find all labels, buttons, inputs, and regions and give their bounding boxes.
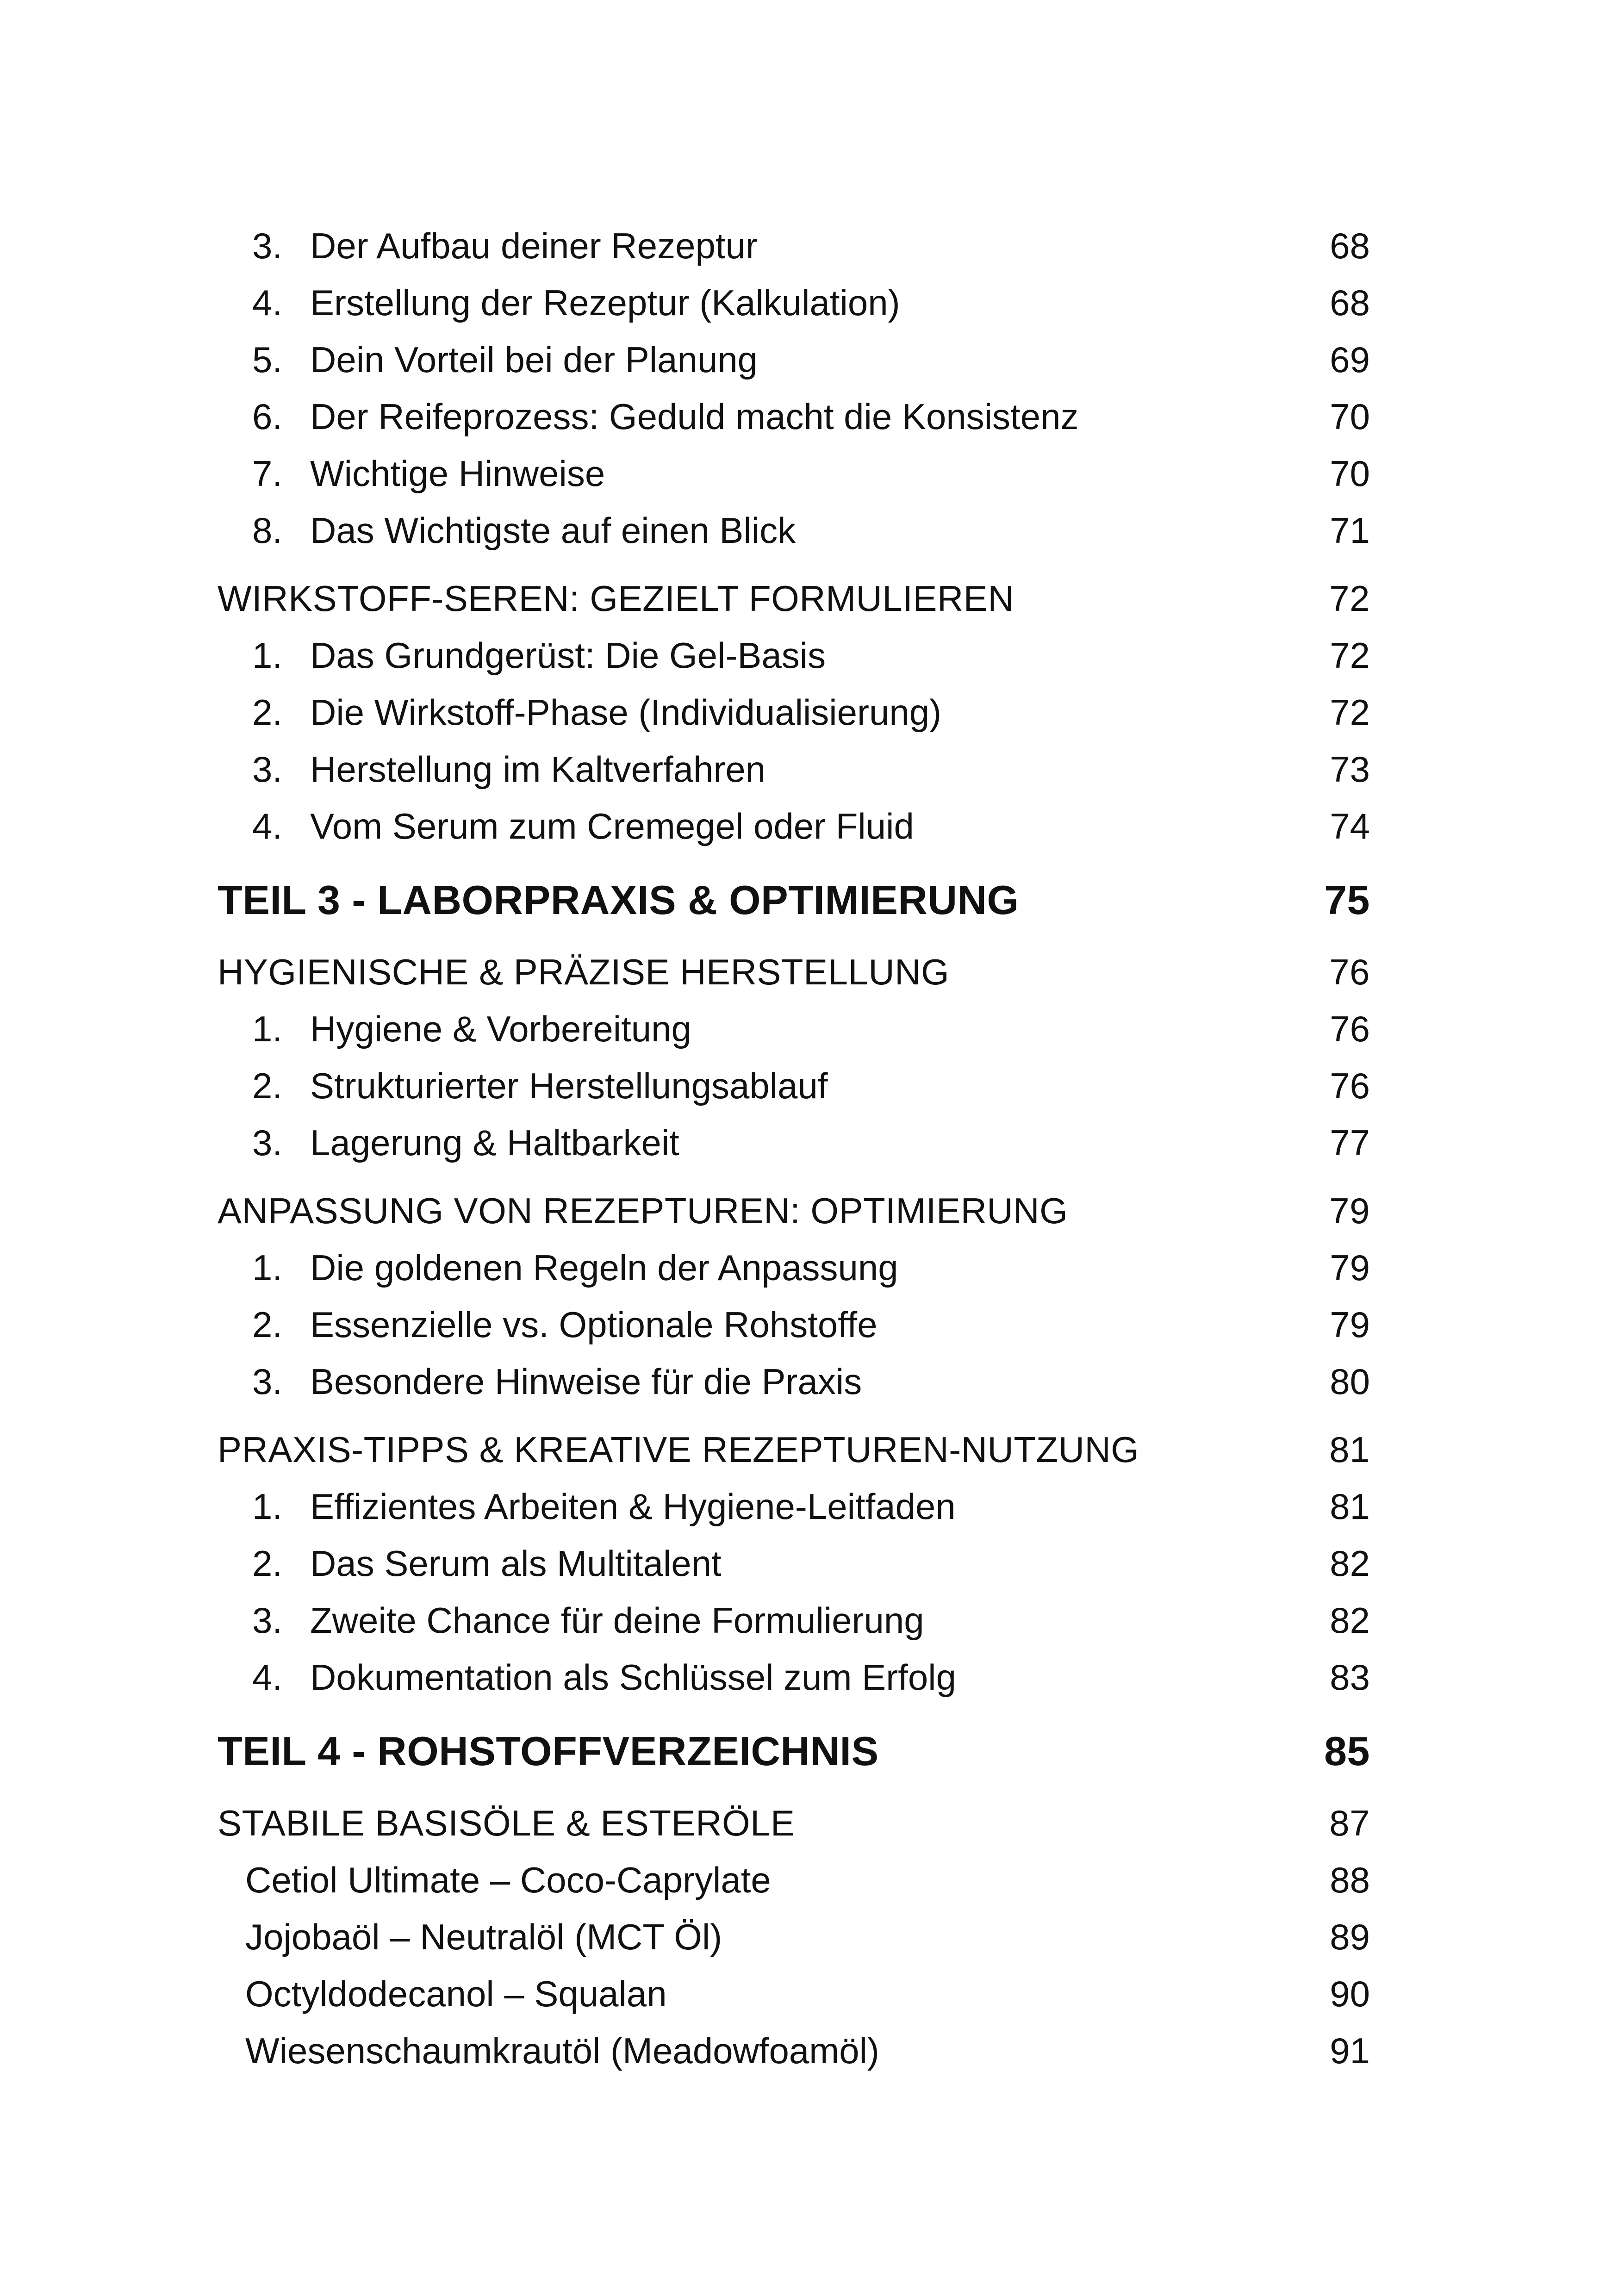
table-of-contents — [218, 218, 1370, 2079]
toc-section-heading[interactable] — [218, 1421, 1370, 1478]
toc-entry[interactable] — [218, 1649, 1370, 1706]
toc-entry[interactable] — [218, 1592, 1370, 1649]
entry-page: 91 — [1330, 2030, 1370, 2071]
entry-title: Der Reifeprozess: Geduld macht die Konsistenz — [310, 396, 1079, 437]
entry-number: 4. — [252, 1657, 282, 1698]
entry-page: 79 — [1330, 1247, 1370, 1288]
entry-page: 88 — [1330, 1860, 1370, 1900]
entry-page: 68 — [1330, 282, 1370, 323]
entry-title: Lagerung & Haltbarkeit — [310, 1122, 679, 1163]
entry-number: 4. — [252, 806, 282, 846]
entry-number: 6. — [252, 396, 282, 437]
entry-number: 2. — [252, 1304, 282, 1345]
entry-number: 3. — [252, 1122, 282, 1163]
entry-page: 68 — [1330, 225, 1370, 266]
entry-number: 2. — [252, 1065, 282, 1106]
entry-title: Strukturierter Herstellungsablauf — [310, 1065, 828, 1106]
toc-entry[interactable] — [218, 627, 1370, 684]
entry-number: 1. — [252, 1247, 282, 1288]
toc-entry[interactable] — [218, 502, 1370, 559]
entry-page: 82 — [1330, 1543, 1370, 1584]
toc-entry[interactable] — [218, 274, 1370, 331]
entry-number: 4. — [252, 282, 282, 323]
toc-entry[interactable] — [218, 1478, 1370, 1535]
entry-number: 5. — [252, 339, 282, 380]
entry-title: Essenzielle vs. Optionale Rohstoffe — [310, 1304, 877, 1345]
entry-title: Zweite Chance für deine Formulierung — [310, 1600, 924, 1641]
entry-page: 70 — [1330, 453, 1370, 494]
toc-entry[interactable] — [218, 684, 1370, 741]
entry-page: 79 — [1330, 1304, 1370, 1345]
entry-page: 71 — [1330, 510, 1370, 551]
entry-page: 77 — [1330, 1122, 1370, 1163]
section-title: HYGIENISCHE & PRÄZISE HERSTELLUNG — [218, 952, 950, 992]
toc-part-heading[interactable] — [218, 868, 1370, 933]
entry-title: Effizientes Arbeiten & Hygiene-Leitfaden — [310, 1486, 956, 1527]
toc-part-heading[interactable] — [218, 1719, 1370, 1784]
toc-section-heading[interactable] — [218, 570, 1370, 627]
entry-number: 2. — [252, 1543, 282, 1584]
toc-entry[interactable] — [218, 1001, 1370, 1058]
entry-number: 8. — [252, 510, 282, 551]
part-page: 75 — [1324, 877, 1370, 923]
entry-page: 72 — [1330, 692, 1370, 733]
toc-entry[interactable] — [218, 1353, 1370, 1410]
entry-title: Das Wichtigste auf einen Blick — [310, 510, 796, 551]
entry-page: 89 — [1330, 1916, 1370, 1957]
entry-title: Cetiol Ultimate – Coco-Caprylate — [245, 1860, 771, 1900]
entry-title: Besondere Hinweise für die Praxis — [310, 1361, 862, 1402]
toc-section-heading[interactable] — [218, 1795, 1370, 1852]
toc-entry[interactable] — [218, 798, 1370, 855]
entry-title: Wiesenschaumkrautöl (Meadowfoamöl) — [245, 2030, 879, 2071]
section-page: 81 — [1329, 1429, 1370, 1470]
entry-title: Herstellung im Kaltverfahren — [310, 749, 766, 790]
entry-title: Die Wirkstoff-Phase (Individualisierung) — [310, 692, 942, 733]
entry-title: Der Aufbau deiner Rezeptur — [310, 225, 758, 266]
entry-page: 83 — [1330, 1657, 1370, 1698]
entry-number: 3. — [252, 1600, 282, 1641]
entry-number: 7. — [252, 453, 282, 494]
entry-page: 80 — [1330, 1361, 1370, 1402]
toc-entry[interactable] — [218, 388, 1370, 445]
entry-page: 73 — [1330, 749, 1370, 790]
section-page: 76 — [1329, 952, 1370, 992]
section-title: WIRKSTOFF-SEREN: GEZIELT FORMULIEREN — [218, 578, 1014, 619]
part-title: TEIL 4 - ROHSTOFFVERZEICHNIS — [218, 1728, 879, 1774]
toc-entry[interactable] — [218, 1239, 1370, 1296]
entry-number: 1. — [252, 1008, 282, 1049]
section-page: 87 — [1329, 1803, 1370, 1843]
entry-page: 90 — [1330, 1973, 1370, 2014]
toc-entry[interactable] — [218, 1114, 1370, 1171]
toc-entry[interactable] — [218, 1966, 1370, 2022]
entry-title: Dein Vorteil bei der Planung — [310, 339, 758, 380]
entry-page: 76 — [1330, 1065, 1370, 1106]
entry-number: 2. — [252, 692, 282, 733]
entry-page: 69 — [1330, 339, 1370, 380]
entry-number: 3. — [252, 1361, 282, 1402]
part-title: TEIL 3 - LABORPRAXIS & OPTIMIERUNG — [218, 877, 1019, 923]
entry-page: 76 — [1330, 1008, 1370, 1049]
section-title: ANPASSUNG VON REZEPTUREN: OPTIMIERUNG — [218, 1190, 1068, 1231]
part-page: 85 — [1324, 1728, 1370, 1774]
toc-entry[interactable] — [218, 331, 1370, 388]
entry-title: Erstellung der Rezeptur (Kalkulation) — [310, 282, 900, 323]
entry-title: Dokumentation als Schlüssel zum Erfolg — [310, 1657, 956, 1698]
entry-title: Das Grundgerüst: Die Gel-Basis — [310, 635, 826, 676]
toc-entry[interactable] — [218, 2022, 1370, 2079]
entry-number: 1. — [252, 635, 282, 676]
entry-number: 1. — [252, 1486, 282, 1527]
toc-entry[interactable] — [218, 1909, 1370, 1966]
entry-page: 72 — [1330, 635, 1370, 676]
entry-page: 70 — [1330, 396, 1370, 437]
entry-page: 81 — [1330, 1486, 1370, 1527]
entry-page: 82 — [1330, 1600, 1370, 1641]
toc-entry[interactable] — [218, 741, 1370, 798]
toc-section-heading[interactable] — [218, 1182, 1370, 1239]
entry-title: Das Serum als Multitalent — [310, 1543, 722, 1584]
section-page: 79 — [1329, 1190, 1370, 1231]
section-page: 72 — [1329, 578, 1370, 619]
toc-entry[interactable] — [218, 445, 1370, 502]
section-title: PRAXIS-TIPPS & KREATIVE REZEPTUREN-NUTZUNG — [218, 1429, 1139, 1470]
toc-entry[interactable] — [218, 1852, 1370, 1909]
toc-entry[interactable] — [218, 1296, 1370, 1353]
section-title: STABILE BASISÖLE & ESTERÖLE — [218, 1803, 795, 1843]
toc-entry[interactable] — [218, 1535, 1370, 1592]
entry-title: Vom Serum zum Cremegel oder Fluid — [310, 806, 914, 846]
entry-title: Die goldenen Regeln der Anpassung — [310, 1247, 898, 1288]
entry-title: Hygiene & Vorbereitung — [310, 1008, 691, 1049]
entry-page: 74 — [1330, 806, 1370, 846]
toc-entry[interactable] — [218, 1058, 1370, 1114]
entry-title: Wichtige Hinweise — [310, 453, 605, 494]
entry-number: 3. — [252, 225, 282, 266]
entry-title: Octyldodecanol – Squalan — [245, 1973, 667, 2014]
entry-number: 3. — [252, 749, 282, 790]
entry-title: Jojobaöl – Neutralöl (MCT Öl) — [245, 1916, 722, 1957]
toc-section-heading[interactable] — [218, 944, 1370, 1001]
toc-entry[interactable] — [218, 218, 1370, 274]
